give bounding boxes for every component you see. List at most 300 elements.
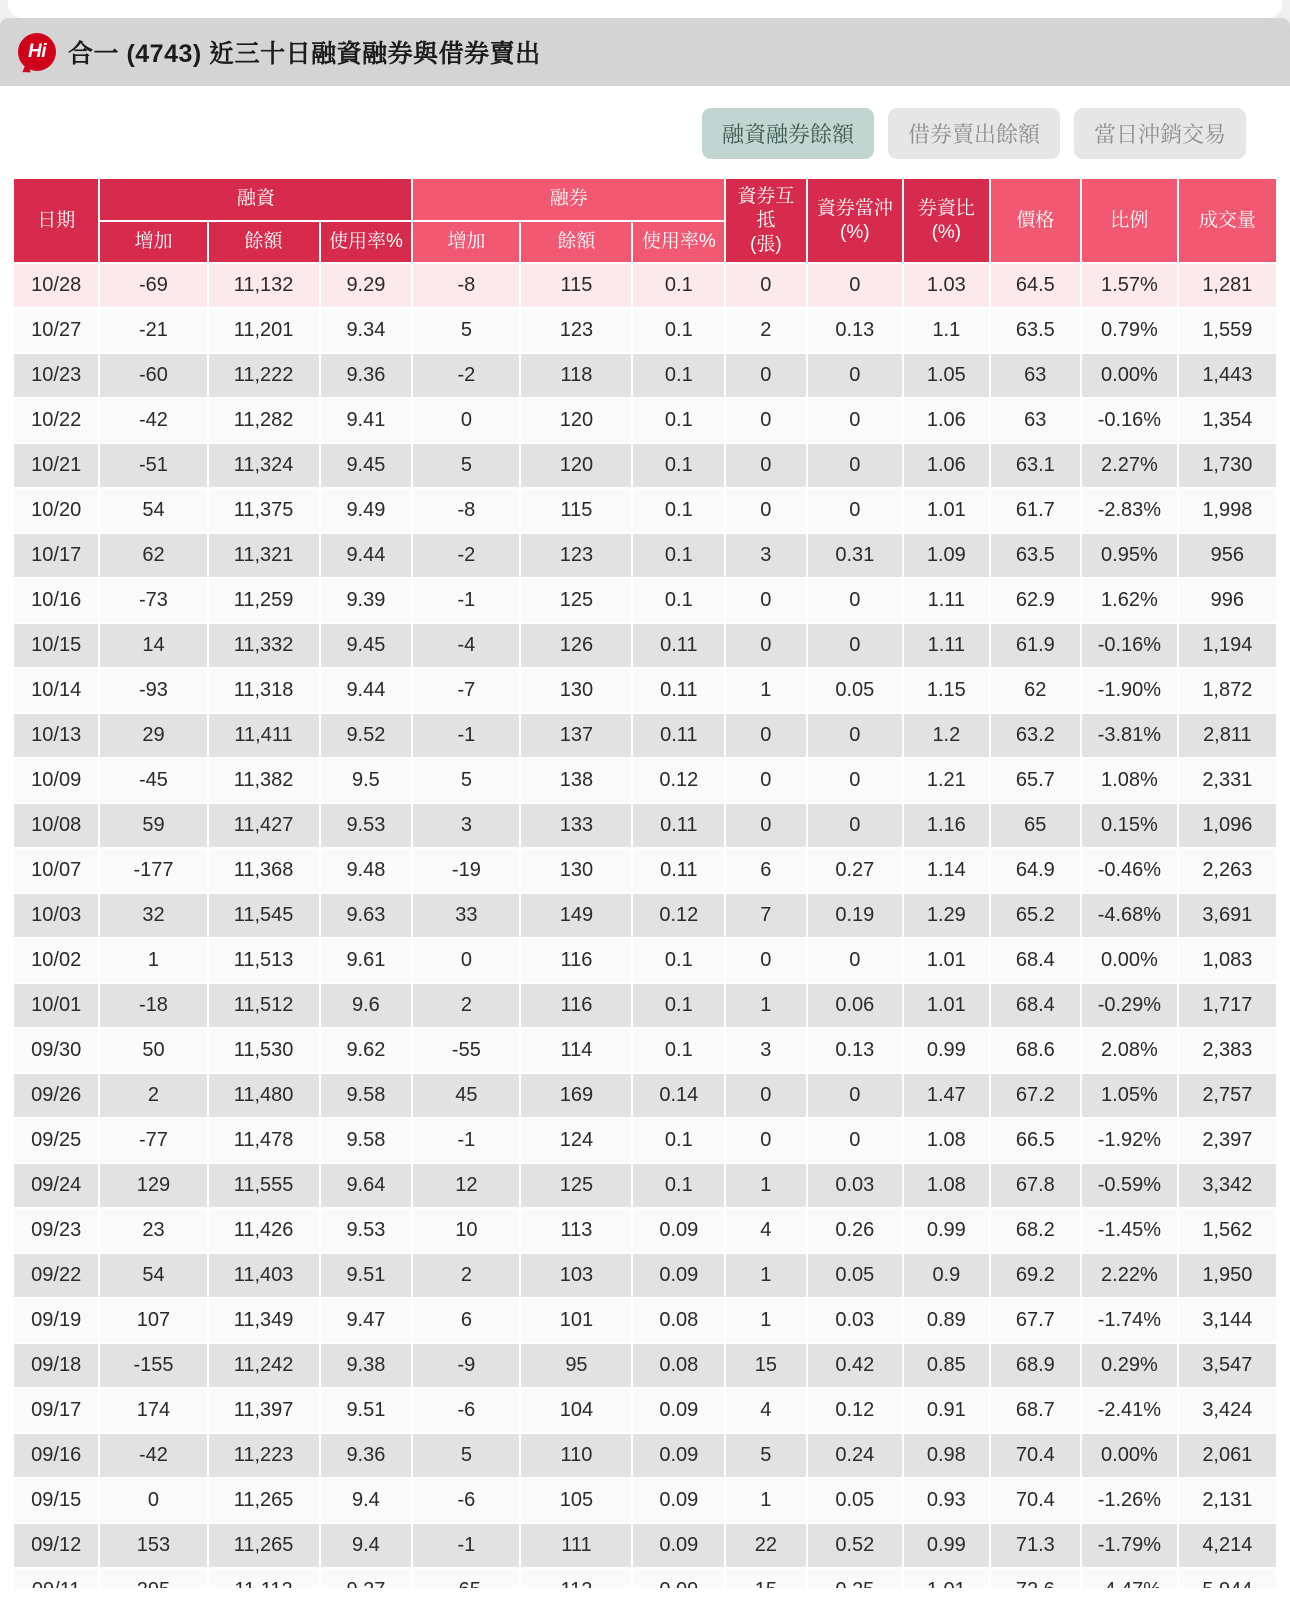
cell-margin-usage: 9.29 xyxy=(321,264,412,307)
cell-margin-usage: 9.53 xyxy=(321,1209,412,1252)
cell-margin-balance: 11,318 xyxy=(209,669,319,712)
table-row[interactable] xyxy=(14,444,1276,487)
table-row[interactable] xyxy=(14,1074,1276,1117)
cell-margin-usage: 9.48 xyxy=(321,849,412,892)
cell-price: 67.8 xyxy=(991,1164,1081,1207)
cell-short-usage: 0.1 xyxy=(633,1029,724,1072)
cell-short-margin-ratio: 0.91 xyxy=(904,1389,988,1432)
cell-change: -0.29% xyxy=(1082,984,1177,1027)
table-row[interactable] xyxy=(14,624,1276,667)
cell-short-margin-ratio: 0.85 xyxy=(904,1344,988,1387)
cell-margin-increase: -21 xyxy=(100,309,206,352)
cell-margin-usage: 9.64 xyxy=(321,1164,412,1207)
cell-margin-balance: 11,332 xyxy=(209,624,319,667)
cell-margin-usage: 9.62 xyxy=(321,1029,412,1072)
cell-margin-usage: 9.4 xyxy=(321,1479,412,1522)
cell-price: 68.2 xyxy=(991,1209,1081,1252)
cell-offset: 0 xyxy=(726,1074,805,1117)
cell-change: 0.00% xyxy=(1082,939,1177,982)
cell-margin-balance: 11,411 xyxy=(209,714,319,757)
cell-short-balance: 130 xyxy=(521,669,631,712)
cell-volume: 1,872 xyxy=(1179,669,1276,712)
cell-short-balance: 149 xyxy=(521,894,631,937)
cell-short-increase: -1 xyxy=(413,1119,519,1162)
cell-margin-balance: 11,242 xyxy=(209,1344,319,1387)
cell-volume: 1,083 xyxy=(1179,939,1276,982)
cell-short-increase: 5 xyxy=(413,444,519,487)
cell-price: 66.5 xyxy=(991,1119,1081,1162)
cell-short-margin-ratio: 1.29 xyxy=(904,894,988,937)
cell-margin-usage: 9.36 xyxy=(321,354,412,397)
cell-margin-usage: 9.45 xyxy=(321,444,412,487)
cell-offset: 1 xyxy=(726,669,805,712)
cell-date: 09/30 xyxy=(14,1029,98,1072)
col-header-margin-increase: 增加 xyxy=(100,222,206,263)
cell-date: 10/15 xyxy=(14,624,98,667)
cell-change: 1.57% xyxy=(1082,264,1177,307)
cell-date: 09/17 xyxy=(14,1389,98,1432)
cell-volume: 1,281 xyxy=(1179,264,1276,307)
cell-offset: 0 xyxy=(726,444,805,487)
cell-offset: 1 xyxy=(726,1299,805,1342)
cell-short-increase: -7 xyxy=(413,669,519,712)
col-header-short-usage: 使用率% xyxy=(633,222,724,263)
cell-date: 10/02 xyxy=(14,939,98,982)
cell-short-balance: 124 xyxy=(521,1119,631,1162)
tab-day-trading[interactable]: 當日沖銷交易 xyxy=(1074,108,1246,159)
cell-date: 09/18 xyxy=(14,1344,98,1387)
table-body xyxy=(14,264,1276,1600)
cell-short-usage: 0.1 xyxy=(633,399,724,442)
cell-short-usage: 0.1 xyxy=(633,489,724,532)
cell-margin-increase: 23 xyxy=(100,1209,206,1252)
cell-date: 10/28 xyxy=(14,264,98,307)
cell-margin-balance: 11,403 xyxy=(209,1254,319,1297)
cell-volume: 2,383 xyxy=(1179,1029,1276,1072)
cell-date: 10/07 xyxy=(14,849,98,892)
cell-margin-balance: 11,223 xyxy=(209,1434,319,1477)
cell-short-usage: 0.09 xyxy=(633,1209,724,1252)
cell-margin-balance: 11,375 xyxy=(209,489,319,532)
col-header-date: 日期 xyxy=(14,179,98,262)
col-header-price: 價格 xyxy=(991,179,1081,262)
cell-margin-usage: 9.4 xyxy=(321,1524,412,1567)
cell-short-margin-ratio: 1.16 xyxy=(904,804,988,847)
table-row[interactable] xyxy=(14,489,1276,532)
cell-short-balance: 125 xyxy=(521,1164,631,1207)
cell-margin-increase: 14 xyxy=(100,624,206,667)
cell-price: 63.5 xyxy=(991,309,1081,352)
cell-margin-usage: 9.61 xyxy=(321,939,412,982)
cell-margin-increase: 62 xyxy=(100,534,206,577)
cell-short-usage: 0.14 xyxy=(633,1074,724,1117)
cell-short-usage: 0.08 xyxy=(633,1344,724,1387)
cell-daytrade: 0.03 xyxy=(808,1164,903,1207)
tab-margin-balance[interactable]: 融資融券餘額 xyxy=(702,108,874,159)
cell-daytrade: 0.12 xyxy=(808,1389,903,1432)
cell-daytrade: 0 xyxy=(808,624,903,667)
cell-short-balance: 103 xyxy=(521,1254,631,1297)
cell-short-increase: 45 xyxy=(413,1074,519,1117)
cell-offset: 2 xyxy=(726,309,805,352)
cell-margin-balance: 11,555 xyxy=(209,1164,319,1207)
table-row[interactable] xyxy=(14,1299,1276,1342)
table-row[interactable] xyxy=(14,1389,1276,1432)
table-row[interactable] xyxy=(14,354,1276,397)
cell-short-balance: 105 xyxy=(521,1479,631,1522)
cell-margin-balance: 11,397 xyxy=(209,1389,319,1432)
cell-daytrade: 0 xyxy=(808,354,903,397)
table-row[interactable] xyxy=(14,714,1276,757)
cell-margin-balance: 11,321 xyxy=(209,534,319,577)
cell-short-usage: 0.12 xyxy=(633,759,724,802)
cell-price: 67.2 xyxy=(991,1074,1081,1117)
cell-date: 10/27 xyxy=(14,309,98,352)
cell-short-usage: 0.11 xyxy=(633,849,724,892)
cell-margin-increase: -77 xyxy=(100,1119,206,1162)
cell-volume: 2,131 xyxy=(1179,1479,1276,1522)
cell-daytrade: 0.27 xyxy=(808,849,903,892)
table-row[interactable] xyxy=(14,579,1276,622)
cell-daytrade: 0.05 xyxy=(808,1479,903,1522)
cell-daytrade: 0.42 xyxy=(808,1344,903,1387)
cell-short-margin-ratio: 1.47 xyxy=(904,1074,988,1117)
cell-short-balance: 138 xyxy=(521,759,631,802)
cell-short-usage: 0.1 xyxy=(633,309,724,352)
cell-change: -1.92% xyxy=(1082,1119,1177,1162)
cell-short-increase: -9 xyxy=(413,1344,519,1387)
cell-daytrade: 0 xyxy=(808,714,903,757)
cell-date: 10/14 xyxy=(14,669,98,712)
cell-margin-increase: -51 xyxy=(100,444,206,487)
cell-change: -1.74% xyxy=(1082,1299,1177,1342)
table-row[interactable] xyxy=(14,1524,1276,1567)
cell-offset: 1 xyxy=(726,1479,805,1522)
cell-offset: 7 xyxy=(726,894,805,937)
cell-change: -0.59% xyxy=(1082,1164,1177,1207)
header-row-group xyxy=(14,179,1276,220)
cell-margin-usage: 9.38 xyxy=(321,1344,412,1387)
cell-price: 65.2 xyxy=(991,894,1081,937)
cell-margin-increase: 29 xyxy=(100,714,206,757)
cell-margin-balance: 11,132 xyxy=(209,264,319,307)
cell-margin-balance: 11,368 xyxy=(209,849,319,892)
table-row[interactable] xyxy=(14,1254,1276,1297)
cell-short-increase: -2 xyxy=(413,354,519,397)
cell-short-margin-ratio: 1.01 xyxy=(904,489,988,532)
cell-margin-usage: 9.39 xyxy=(321,579,412,622)
table-row[interactable] xyxy=(14,984,1276,1027)
cell-change: 0.79% xyxy=(1082,309,1177,352)
table-row[interactable] xyxy=(14,1164,1276,1207)
table-row[interactable] xyxy=(14,669,1276,712)
cell-margin-increase: 129 xyxy=(100,1164,206,1207)
cell-volume: 3,342 xyxy=(1179,1164,1276,1207)
cell-change: 1.08% xyxy=(1082,759,1177,802)
cell-short-increase: 5 xyxy=(413,309,519,352)
cell-short-usage: 0.11 xyxy=(633,804,724,847)
cell-price: 63.1 xyxy=(991,444,1081,487)
cell-offset: 0 xyxy=(726,1119,805,1162)
table-row[interactable] xyxy=(14,264,1276,307)
cell-short-balance: 110 xyxy=(521,1434,631,1477)
cell-short-margin-ratio: 0.9 xyxy=(904,1254,988,1297)
cell-short-usage: 0.09 xyxy=(633,1434,724,1477)
table-row[interactable] xyxy=(14,759,1276,802)
cell-short-balance: 104 xyxy=(521,1389,631,1432)
cell-margin-balance: 11,427 xyxy=(209,804,319,847)
cell-short-margin-ratio: 1.03 xyxy=(904,264,988,307)
cell-margin-increase: 174 xyxy=(100,1389,206,1432)
cell-change: 2.22% xyxy=(1082,1254,1177,1297)
cell-margin-usage: 9.34 xyxy=(321,309,412,352)
cell-price: 68.7 xyxy=(991,1389,1081,1432)
cell-short-usage: 0.12 xyxy=(633,894,724,937)
cell-margin-usage: 9.41 xyxy=(321,399,412,442)
cell-short-balance: 137 xyxy=(521,714,631,757)
cell-price: 63 xyxy=(991,354,1081,397)
cell-change: -4.68% xyxy=(1082,894,1177,937)
table-row[interactable] xyxy=(14,849,1276,892)
cell-margin-balance: 11,545 xyxy=(209,894,319,937)
cell-margin-usage: 9.49 xyxy=(321,489,412,532)
cell-margin-increase: -177 xyxy=(100,849,206,892)
cell-short-balance: 120 xyxy=(521,399,631,442)
cell-short-balance: 95 xyxy=(521,1344,631,1387)
cell-change: 0.95% xyxy=(1082,534,1177,577)
cell-change: 0.00% xyxy=(1082,1434,1177,1477)
card-title-bar xyxy=(0,18,1290,86)
cell-short-increase: -4 xyxy=(413,624,519,667)
cell-margin-usage: 9.58 xyxy=(321,1074,412,1117)
cell-short-margin-ratio: 0.99 xyxy=(904,1029,988,1072)
cell-short-margin-ratio: 1.01 xyxy=(904,984,988,1027)
cell-margin-usage: 9.51 xyxy=(321,1389,412,1432)
cell-offset: 0 xyxy=(726,939,805,982)
table-row[interactable] xyxy=(14,309,1276,352)
cell-price: 61.9 xyxy=(991,624,1081,667)
cell-offset: 0 xyxy=(726,264,805,307)
cell-short-increase: 5 xyxy=(413,1434,519,1477)
cell-date: 10/23 xyxy=(14,354,98,397)
cell-volume: 1,443 xyxy=(1179,354,1276,397)
cell-date: 10/03 xyxy=(14,894,98,937)
cell-offset: 0 xyxy=(726,714,805,757)
cell-daytrade: 0 xyxy=(808,1119,903,1162)
cell-margin-usage: 9.45 xyxy=(321,624,412,667)
cell-short-increase: -6 xyxy=(413,1389,519,1432)
cell-offset: 4 xyxy=(726,1389,805,1432)
cell-margin-increase: -73 xyxy=(100,579,206,622)
cell-date: 10/20 xyxy=(14,489,98,532)
cell-daytrade: 0 xyxy=(808,804,903,847)
table-row[interactable] xyxy=(14,894,1276,937)
table-row[interactable] xyxy=(14,534,1276,577)
cell-short-usage: 0.1 xyxy=(633,939,724,982)
cell-volume: 4,214 xyxy=(1179,1524,1276,1567)
cell-short-margin-ratio: 0.99 xyxy=(904,1524,988,1567)
cell-volume: 1,950 xyxy=(1179,1254,1276,1297)
cell-volume: 1,354 xyxy=(1179,399,1276,442)
cell-margin-increase: -93 xyxy=(100,669,206,712)
tab-securities-lending-balance[interactable]: 借券賣出餘額 xyxy=(888,108,1060,159)
cell-date: 10/01 xyxy=(14,984,98,1027)
cell-price: 65.7 xyxy=(991,759,1081,802)
cell-change: -3.81% xyxy=(1082,714,1177,757)
table-row[interactable] xyxy=(14,1209,1276,1252)
cell-margin-usage: 9.36 xyxy=(321,1434,412,1477)
cell-price: 62.9 xyxy=(991,579,1081,622)
table-row[interactable] xyxy=(14,1029,1276,1072)
margin-trading-card xyxy=(0,18,1290,1600)
page-title: 合一 (4743) 近三十日融資融券與借券賣出 xyxy=(68,40,541,68)
cell-change: -1.79% xyxy=(1082,1524,1177,1567)
cell-price: 64.5 xyxy=(991,264,1081,307)
cell-price: 61.7 xyxy=(991,489,1081,532)
cell-short-margin-ratio: 1.21 xyxy=(904,759,988,802)
cell-change: 2.27% xyxy=(1082,444,1177,487)
cell-daytrade: 0 xyxy=(808,444,903,487)
cell-daytrade: 0.05 xyxy=(808,669,903,712)
cell-offset: 1 xyxy=(726,1254,805,1297)
col-group-margin: 融資 xyxy=(100,179,411,220)
cell-daytrade: 0.24 xyxy=(808,1434,903,1477)
cell-short-increase: -19 xyxy=(413,849,519,892)
cell-daytrade: 0.13 xyxy=(808,1029,903,1072)
cell-short-margin-ratio: 0.99 xyxy=(904,1209,988,1252)
cell-offset: 0 xyxy=(726,759,805,802)
cell-short-margin-ratio: 1.2 xyxy=(904,714,988,757)
cell-margin-usage: 9.53 xyxy=(321,804,412,847)
next-card xyxy=(8,1588,1282,1600)
col-header-change: 比例 xyxy=(1082,179,1177,262)
cell-short-usage: 0.1 xyxy=(633,1119,724,1162)
table-row[interactable] xyxy=(14,939,1276,982)
cell-short-balance: 133 xyxy=(521,804,631,847)
cell-short-balance: 120 xyxy=(521,444,631,487)
col-header-volume: 成交量 xyxy=(1179,179,1276,262)
col-header-daytrade: 資券當沖 (%) xyxy=(808,179,903,262)
cell-short-balance: 115 xyxy=(521,489,631,532)
cell-volume: 2,061 xyxy=(1179,1434,1276,1477)
cell-short-margin-ratio: 1.15 xyxy=(904,669,988,712)
cell-margin-increase: -42 xyxy=(100,1434,206,1477)
cell-short-balance: 123 xyxy=(521,534,631,577)
cell-short-balance: 113 xyxy=(521,1209,631,1252)
table-row[interactable] xyxy=(14,1479,1276,1522)
table-row[interactable] xyxy=(14,1434,1276,1477)
cell-margin-balance: 11,282 xyxy=(209,399,319,442)
cell-short-balance: 118 xyxy=(521,354,631,397)
cell-change: -2.83% xyxy=(1082,489,1177,532)
cell-daytrade: 0.03 xyxy=(808,1299,903,1342)
cell-margin-usage: 9.52 xyxy=(321,714,412,757)
cell-volume: 2,811 xyxy=(1179,714,1276,757)
cell-margin-usage: 9.6 xyxy=(321,984,412,1027)
col-header-margin-balance: 餘額 xyxy=(209,222,319,263)
cell-short-margin-ratio: 1.1 xyxy=(904,309,988,352)
cell-volume: 3,424 xyxy=(1179,1389,1276,1432)
cell-margin-increase: 54 xyxy=(100,489,206,532)
table-row[interactable] xyxy=(14,804,1276,847)
cell-short-usage: 0.08 xyxy=(633,1299,724,1342)
cell-daytrade: 0 xyxy=(808,1074,903,1117)
cell-margin-balance: 11,201 xyxy=(209,309,319,352)
cell-margin-increase: 1 xyxy=(100,939,206,982)
cell-offset: 3 xyxy=(726,534,805,577)
cell-price: 63.2 xyxy=(991,714,1081,757)
table-row[interactable] xyxy=(14,399,1276,442)
cell-date: 09/25 xyxy=(14,1119,98,1162)
hi-bubble-logo-icon xyxy=(18,33,56,71)
cell-short-usage: 0.1 xyxy=(633,264,724,307)
cell-margin-increase: -60 xyxy=(100,354,206,397)
cell-price: 62 xyxy=(991,669,1081,712)
cell-short-usage: 0.1 xyxy=(633,444,724,487)
col-header-offset: 資券互抵 (張) xyxy=(726,179,805,262)
table-row[interactable] xyxy=(14,1119,1276,1162)
cell-daytrade: 0 xyxy=(808,759,903,802)
cell-margin-balance: 11,265 xyxy=(209,1479,319,1522)
cell-short-balance: 101 xyxy=(521,1299,631,1342)
cell-daytrade: 0.52 xyxy=(808,1524,903,1567)
cell-margin-balance: 11,324 xyxy=(209,444,319,487)
table-row[interactable] xyxy=(14,1344,1276,1387)
cell-margin-balance: 11,349 xyxy=(209,1299,319,1342)
cell-margin-increase: 2 xyxy=(100,1074,206,1117)
cell-margin-increase: 50 xyxy=(100,1029,206,1072)
cell-short-increase: 5 xyxy=(413,759,519,802)
cell-margin-balance: 11,512 xyxy=(209,984,319,1027)
cell-margin-increase: -45 xyxy=(100,759,206,802)
logo-text: Hi xyxy=(28,41,46,62)
cell-short-usage: 0.11 xyxy=(633,624,724,667)
cell-price: 70.4 xyxy=(991,1434,1081,1477)
cell-volume: 956 xyxy=(1179,534,1276,577)
cell-margin-balance: 11,259 xyxy=(209,579,319,622)
cell-short-increase: -6 xyxy=(413,1479,519,1522)
cell-daytrade: 0 xyxy=(808,399,903,442)
cell-change: -2.41% xyxy=(1082,1389,1177,1432)
cell-short-increase: -8 xyxy=(413,489,519,532)
cell-short-margin-ratio: 1.14 xyxy=(904,849,988,892)
cell-price: 68.9 xyxy=(991,1344,1081,1387)
cell-date: 09/22 xyxy=(14,1254,98,1297)
cell-short-increase: 6 xyxy=(413,1299,519,1342)
cell-date: 09/23 xyxy=(14,1209,98,1252)
cell-short-balance: 169 xyxy=(521,1074,631,1117)
cell-price: 68.4 xyxy=(991,984,1081,1027)
cell-short-usage: 0.1 xyxy=(633,1164,724,1207)
cell-volume: 1,717 xyxy=(1179,984,1276,1027)
cell-short-usage: 0.11 xyxy=(633,669,724,712)
col-header-margin-usage: 使用率% xyxy=(321,222,412,263)
cell-date: 10/22 xyxy=(14,399,98,442)
cell-short-increase: -1 xyxy=(413,579,519,622)
cell-margin-increase: 32 xyxy=(100,894,206,937)
cell-daytrade: 0.05 xyxy=(808,1254,903,1297)
cell-short-increase: -55 xyxy=(413,1029,519,1072)
cell-daytrade: 0.19 xyxy=(808,894,903,937)
cell-date: 10/08 xyxy=(14,804,98,847)
cell-margin-usage: 9.58 xyxy=(321,1119,412,1162)
cell-margin-balance: 11,530 xyxy=(209,1029,319,1072)
cell-price: 64.9 xyxy=(991,849,1081,892)
cell-short-increase: 2 xyxy=(413,984,519,1027)
cell-margin-balance: 11,382 xyxy=(209,759,319,802)
cell-margin-usage: 9.47 xyxy=(321,1299,412,1342)
cell-short-balance: 115 xyxy=(521,264,631,307)
